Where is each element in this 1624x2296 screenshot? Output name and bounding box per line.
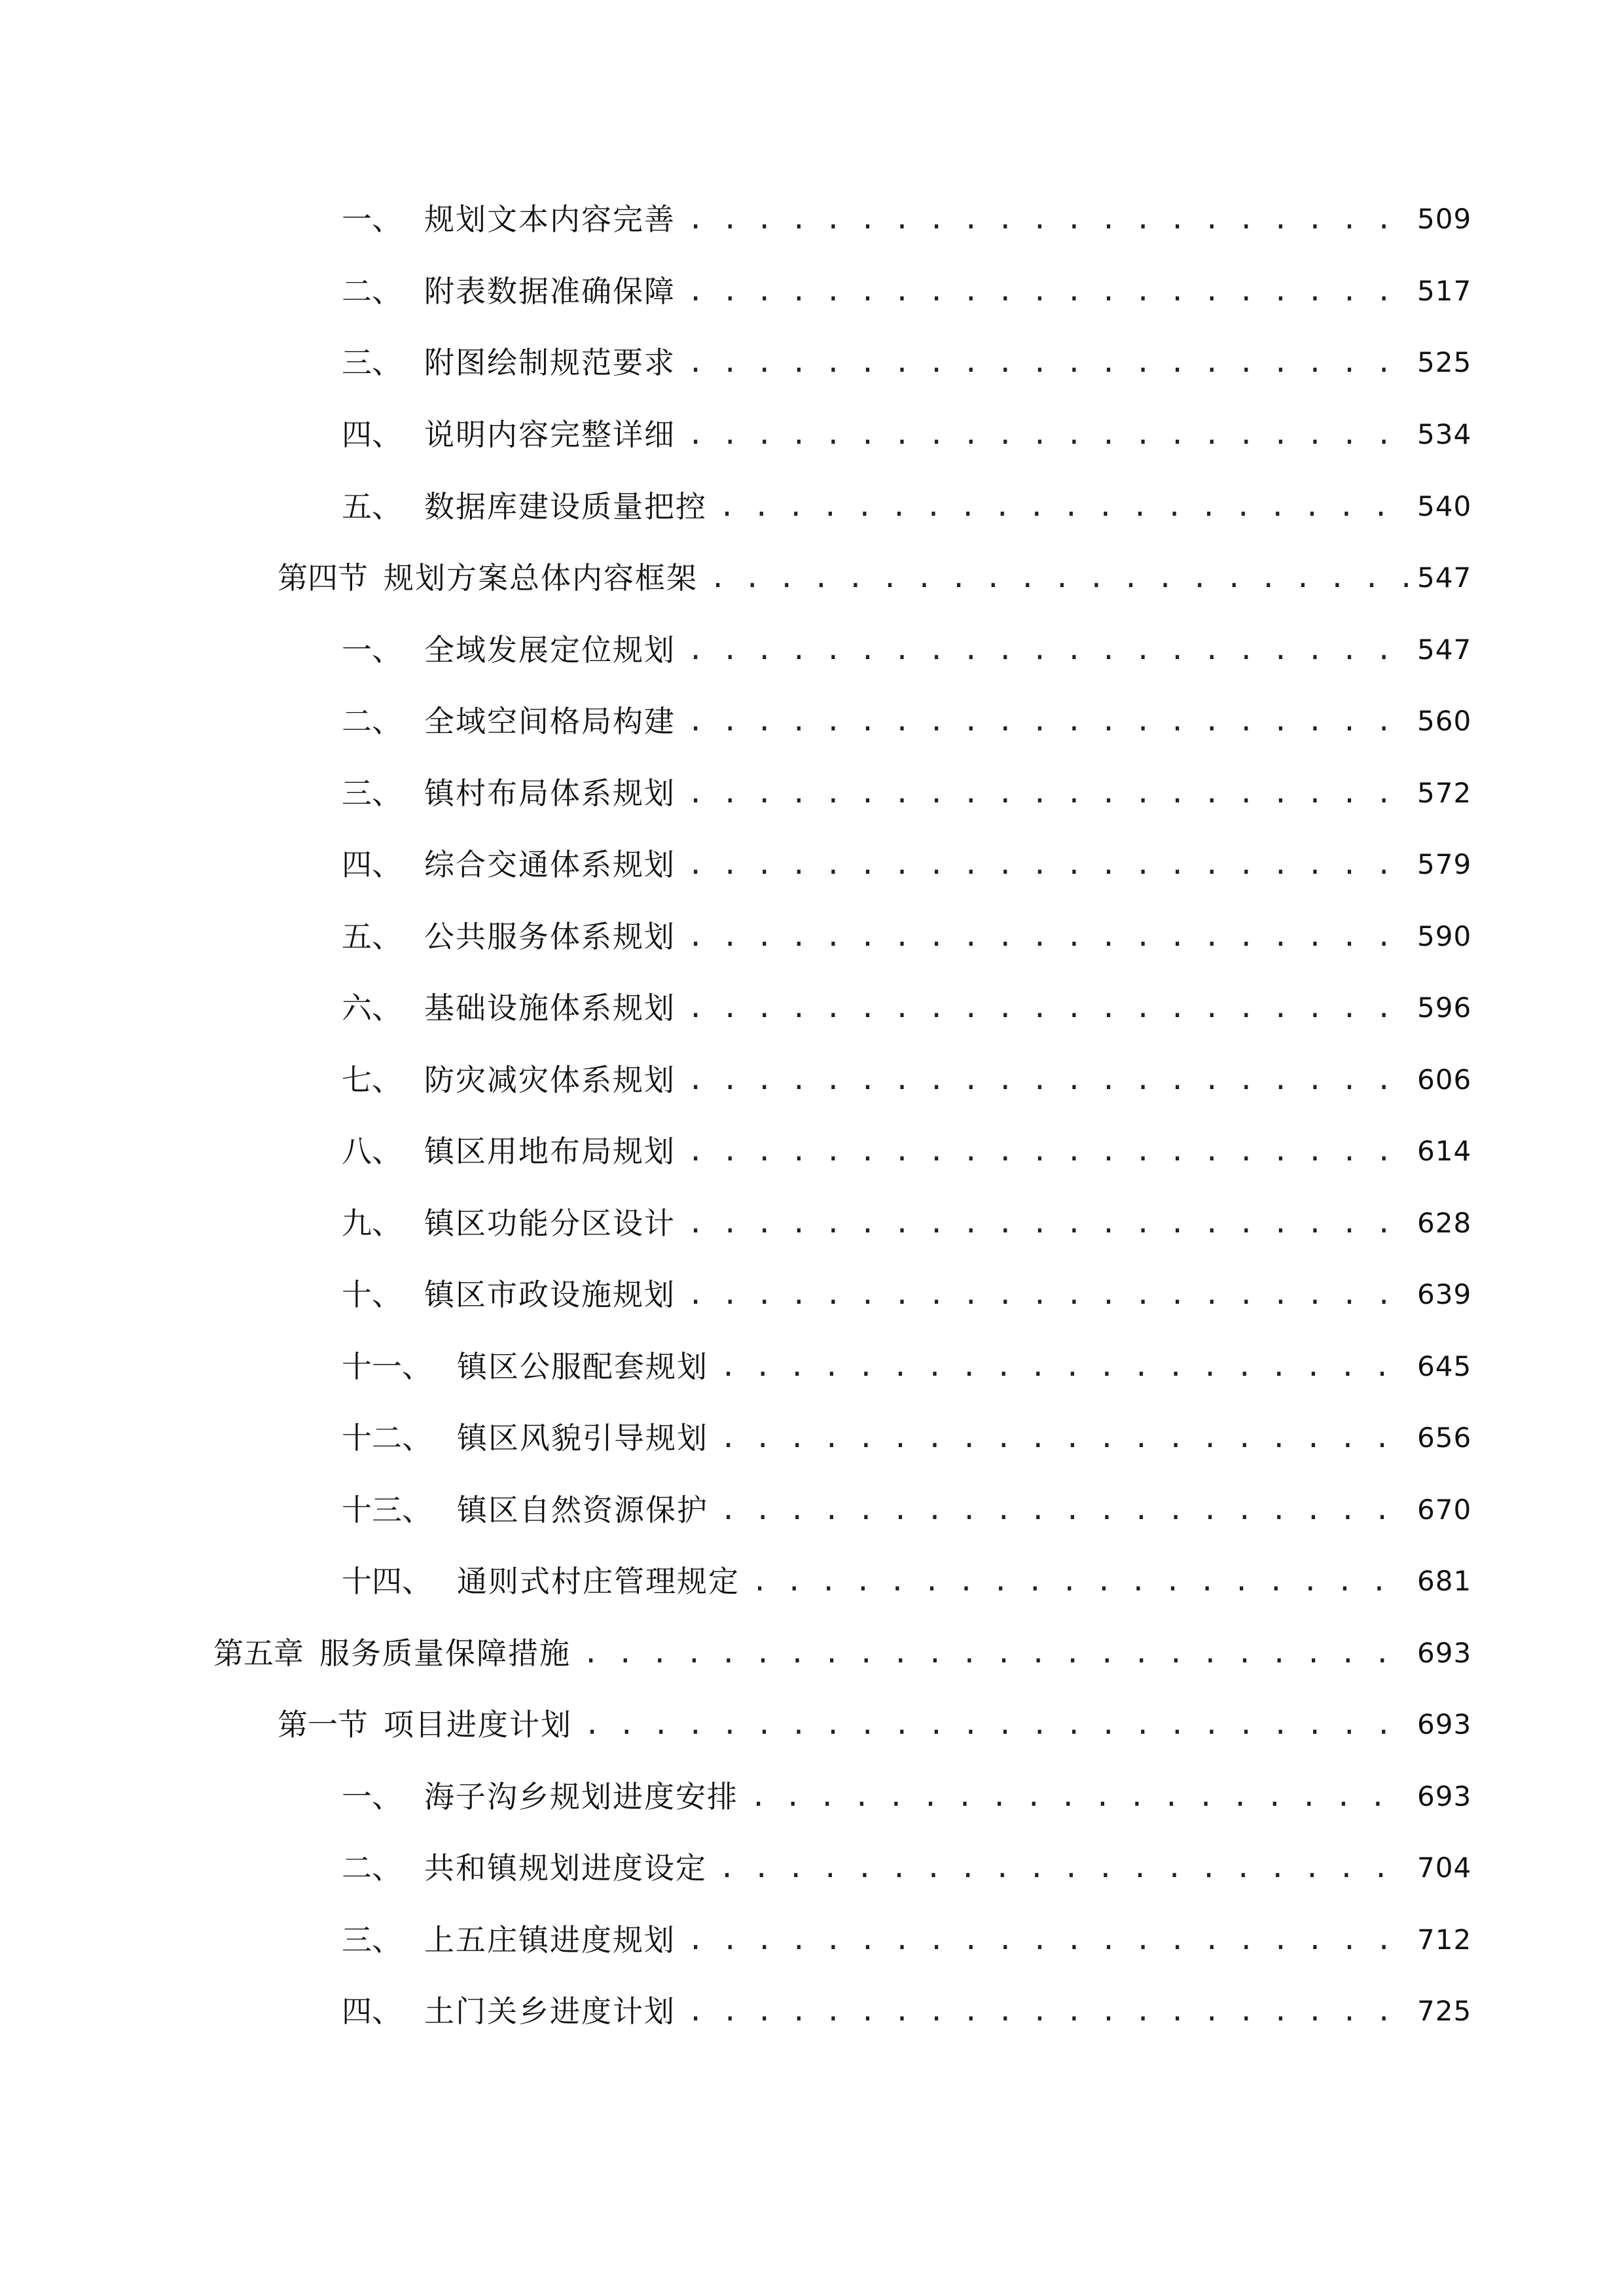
toc-entry-marker: 四、 (342, 417, 402, 452)
toc-entry-page: 572 (1417, 777, 1472, 809)
toc-entry-page: 525 (1417, 346, 1472, 378)
toc-entry-title: 上五庄镇进度规划 (424, 1922, 676, 1958)
toc-entry-marker: 一、 (342, 202, 402, 237)
toc-entry-page: 693 (1417, 1637, 1472, 1669)
toc-entry[interactable] (342, 620, 1470, 679)
toc-entry-title: 镇区风貌引导规划 (457, 1420, 708, 1456)
toc-entry-title: 附图绘制规范要求 (424, 345, 676, 380)
toc-entry-title: 附表数据准确保障 (424, 274, 676, 309)
dot-leader (687, 692, 1409, 751)
toc-entry-page: 517 (1417, 275, 1472, 307)
toc-entry[interactable] (342, 1767, 1470, 1826)
toc-entry-marker: 五、 (342, 919, 402, 954)
toc-entry-page: 693 (1417, 1780, 1472, 1812)
toc-entry-marker: 三、 (342, 345, 402, 380)
toc-entry-title: 服务质量保障措施 (319, 1636, 571, 1671)
toc-entry-marker: 十、 (342, 1277, 402, 1312)
toc-entry[interactable] (342, 477, 1470, 536)
dot-leader (750, 1767, 1409, 1826)
toc-entry-page: 681 (1417, 1565, 1472, 1597)
toc-entry-title: 综合交通体系规划 (424, 847, 676, 882)
toc-chapter-entry[interactable] (213, 1624, 1470, 1683)
toc-entry-marker: 二、 (342, 274, 402, 309)
dot-leader (687, 1982, 1409, 2041)
dot-leader (584, 1695, 1409, 1754)
toc-entry[interactable] (342, 907, 1470, 966)
dot-leader (751, 1552, 1409, 1611)
toc-entry-title: 镇区功能分区设计 (424, 1206, 676, 1241)
toc-entry-title: 全域空间格局构建 (424, 704, 676, 739)
toc-entry-page: 725 (1417, 1995, 1472, 2027)
toc-entry-marker: 九、 (342, 1206, 402, 1241)
dot-leader (583, 1624, 1409, 1683)
toc-section-entry[interactable] (278, 1695, 1470, 1754)
dot-leader (719, 1839, 1409, 1897)
toc-entry-page: 547 (1417, 562, 1472, 594)
toc-entry[interactable] (342, 1910, 1470, 1969)
toc-entry-marker: 三、 (342, 1922, 402, 1958)
toc-entry-title: 共和镇规划进度设定 (424, 1850, 707, 1886)
toc-entry[interactable] (342, 692, 1470, 751)
toc-entry-title: 镇区自然资源保护 (457, 1492, 708, 1528)
toc-entry[interactable] (342, 1050, 1470, 1109)
toc-entry-marker: 十四、 (342, 1564, 432, 1599)
dot-leader (687, 1122, 1409, 1181)
toc-entry[interactable] (342, 1552, 1470, 1611)
toc-entry-title: 土门关乡进度计划 (424, 1994, 676, 2029)
dot-leader (687, 907, 1409, 966)
toc-entry-marker: 十二、 (342, 1420, 432, 1456)
dot-leader (687, 835, 1409, 894)
toc-entry-page: 606 (1417, 1064, 1472, 1096)
toc-entry-marker: 十三、 (342, 1492, 432, 1528)
toc-entry-page: 712 (1417, 1924, 1472, 1956)
toc-entry-title: 说明内容完整详细 (424, 417, 676, 452)
toc-entry-title: 项目进度计划 (384, 1707, 572, 1742)
toc-entry-page: 596 (1417, 992, 1472, 1024)
toc-entry-title: 基础设施体系规划 (424, 990, 676, 1026)
toc-entry[interactable] (342, 1982, 1470, 2041)
toc-entry-marker: 七、 (342, 1062, 402, 1098)
toc-entry[interactable] (342, 405, 1470, 464)
toc-entry-page: 704 (1417, 1852, 1472, 1884)
toc-entry[interactable] (342, 333, 1470, 392)
toc-entry-page: 614 (1417, 1135, 1472, 1167)
toc-entry-marker: 十一、 (342, 1349, 432, 1384)
toc-entry-page: 670 (1417, 1494, 1472, 1526)
toc-entry-page: 579 (1417, 848, 1472, 880)
toc-entry-page: 540 (1417, 490, 1472, 522)
toc-entry-marker: 五、 (342, 489, 402, 524)
toc-entry-marker: 一、 (342, 632, 402, 668)
dot-leader (687, 405, 1409, 464)
toc-entry-title: 海子沟乡规划进度安排 (424, 1779, 738, 1814)
dot-leader (687, 333, 1409, 392)
dot-leader (687, 190, 1409, 249)
toc-entry-page: 639 (1417, 1278, 1472, 1310)
toc-entry-marker: 第四节 (278, 560, 368, 596)
toc-entry-marker: 八、 (342, 1134, 402, 1169)
toc-entry-page: 509 (1417, 203, 1472, 235)
toc-entry[interactable] (342, 978, 1470, 1037)
toc-entry-title: 镇区市政设施规划 (424, 1277, 676, 1312)
dot-leader (720, 1408, 1409, 1467)
dot-leader (720, 1480, 1409, 1539)
toc-entry[interactable] (342, 1839, 1470, 1897)
dot-leader (687, 978, 1409, 1037)
dot-leader (687, 1050, 1409, 1109)
toc-entry-title: 防灾减灾体系规划 (424, 1062, 676, 1098)
toc-entry-title: 镇区公服配套规划 (457, 1349, 708, 1384)
toc-entry-marker: 二、 (342, 1850, 402, 1886)
toc-entry-marker: 三、 (342, 776, 402, 811)
toc-entry-marker: 第一节 (278, 1707, 368, 1742)
toc-entry-title: 规划文本内容完善 (424, 202, 676, 237)
toc-entry-title: 全域发展定位规划 (424, 632, 676, 668)
toc-entry-marker: 一、 (342, 1779, 402, 1814)
dot-leader (687, 1910, 1409, 1969)
toc-section-entry[interactable] (278, 548, 1470, 607)
toc-entry-title: 规划方案总体内容框架 (384, 560, 698, 596)
toc-entry[interactable] (342, 835, 1470, 894)
toc-entry-page: 656 (1417, 1422, 1472, 1454)
toc-entry-page: 645 (1417, 1350, 1472, 1382)
toc-entry[interactable] (342, 1194, 1470, 1253)
toc-entry-page: 547 (1417, 634, 1472, 666)
toc-entry-marker: 四、 (342, 847, 402, 882)
toc-entry[interactable] (342, 1122, 1470, 1181)
dot-leader (687, 262, 1409, 321)
toc-entry-title: 通则式村庄管理规定 (457, 1564, 740, 1599)
toc-entry-page: 628 (1417, 1207, 1472, 1239)
toc-entry-marker: 二、 (342, 704, 402, 739)
toc-entry-marker: 六、 (342, 990, 402, 1026)
toc-entry-title: 镇村布局体系规划 (424, 776, 676, 811)
dot-leader (687, 1194, 1409, 1253)
toc-entry[interactable] (342, 190, 1470, 249)
toc-entry-page: 693 (1417, 1708, 1472, 1740)
dot-leader (720, 1337, 1409, 1396)
toc-entry[interactable] (342, 1265, 1470, 1324)
toc-entry-title: 公共服务体系规划 (424, 919, 676, 954)
toc-entry[interactable] (342, 1480, 1470, 1539)
toc-entry-marker: 四、 (342, 1994, 402, 2029)
toc-entry-marker: 第五章 (213, 1636, 304, 1671)
toc-entry-page: 590 (1417, 920, 1472, 952)
toc-entry[interactable] (342, 764, 1470, 823)
dot-leader (687, 764, 1409, 823)
toc-entry[interactable] (342, 1337, 1470, 1396)
toc-entry-page: 560 (1417, 705, 1472, 737)
toc-entry-title: 数据库建设质量把控 (424, 489, 707, 524)
toc-entry-page: 534 (1417, 418, 1472, 450)
toc-entry[interactable] (342, 1408, 1470, 1467)
toc-entry-title: 镇区用地布局规划 (424, 1134, 676, 1169)
toc-entry[interactable] (342, 262, 1470, 321)
dot-leader (687, 1265, 1409, 1324)
dot-leader (719, 477, 1409, 536)
dot-leader (710, 548, 1409, 607)
dot-leader (687, 620, 1409, 679)
